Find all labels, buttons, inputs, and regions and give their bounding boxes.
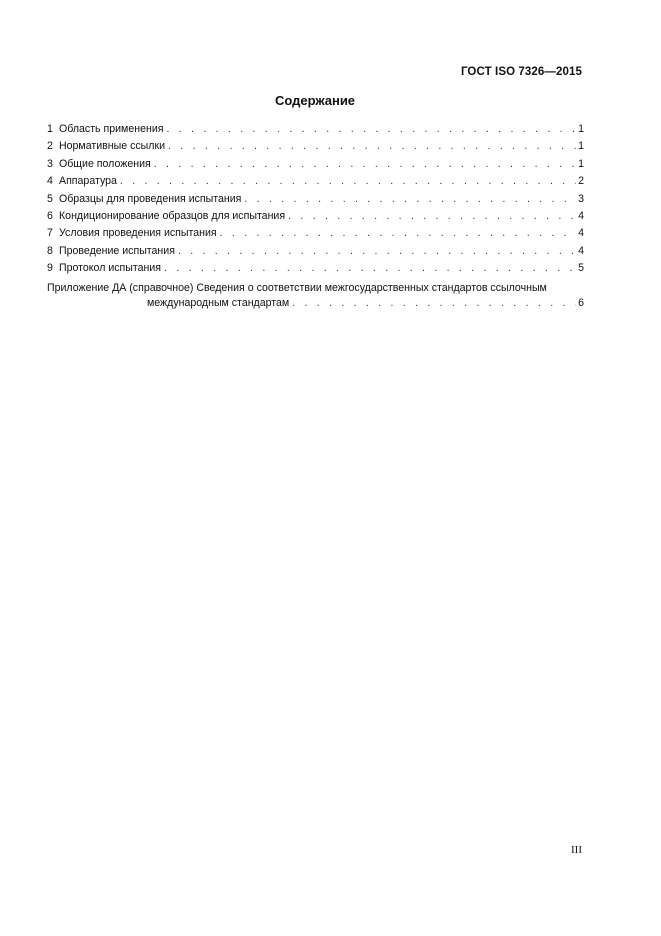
toc-entry-1[interactable]	[47, 123, 584, 140]
toc-entry-label: Образцы для проведения испытания	[59, 192, 242, 205]
toc-entry-8[interactable]	[47, 245, 584, 262]
toc-entry-6[interactable]	[47, 210, 584, 227]
toc-entry-number: 7	[47, 227, 53, 240]
toc-dot-leader	[168, 140, 576, 152]
toc-dot-leader	[166, 123, 576, 135]
toc-entry-page: 4	[578, 244, 584, 257]
toc-entry-label: Аппаратура	[59, 175, 117, 188]
toc-entry-9[interactable]	[47, 262, 584, 279]
toc-entry-label: Нормативные ссылки	[59, 140, 166, 153]
toc-entry-label: Кондиционирование образцов для испытания	[59, 209, 286, 222]
toc-entry-label: Проведение испытания	[59, 244, 175, 257]
toc-entry-2[interactable]	[47, 140, 584, 157]
toc-entry-page: 6	[578, 296, 584, 309]
toc-entry-page: 4	[578, 227, 584, 240]
toc-entry-label: Условия проведения испытания	[59, 227, 217, 240]
toc-entry-page: 1	[578, 140, 584, 153]
annex-title-line2: международным стандартам	[147, 296, 290, 309]
toc-entry-label: Протокол испытания	[59, 262, 162, 275]
document-code: ГОСТ ISO 7326—2015	[460, 66, 582, 78]
toc-entry-3[interactable]	[47, 158, 584, 175]
toc-entry-number: 5	[47, 192, 53, 205]
toc-entry-number: 3	[47, 157, 53, 170]
toc-dot-leader	[244, 193, 576, 205]
toc-entry-4[interactable]	[47, 175, 584, 192]
toc-entry-page: 4	[578, 209, 584, 222]
toc-entry-number: 1	[47, 123, 53, 135]
toc-entry-page: 5	[578, 262, 584, 275]
toc-entry-5[interactable]	[47, 193, 584, 210]
toc-dot-leader	[164, 262, 576, 274]
toc-entry-7[interactable]	[47, 227, 584, 244]
toc-entry-page: 3	[578, 192, 584, 205]
toc-title: Содержание	[274, 93, 356, 108]
table-of-contents	[47, 123, 584, 312]
toc-entry-number: 4	[47, 175, 53, 188]
toc-entry-page: 2	[578, 175, 584, 188]
toc-entry-label: Область применения	[59, 123, 164, 135]
toc-entry-page: 1	[578, 123, 584, 135]
toc-dot-leader	[120, 175, 576, 187]
toc-dot-leader	[154, 158, 576, 170]
toc-entry-number: 6	[47, 209, 53, 222]
toc-entry-label: Общие положения	[59, 157, 151, 170]
toc-entry-number: 2	[47, 140, 53, 153]
toc-entry-page: 1	[578, 157, 584, 170]
toc-entry-number: 8	[47, 244, 53, 257]
toc-dot-leader	[292, 297, 576, 309]
toc-dot-leader	[178, 245, 576, 257]
toc-dot-leader	[288, 210, 576, 222]
toc-entry-annex[interactable]	[47, 280, 584, 312]
annex-title-line1: Приложение ДА (справочное) Сведения о соответствии межгосударственных стандартов ссылочным	[47, 281, 547, 294]
page-number: III	[571, 844, 582, 856]
toc-dot-leader	[220, 227, 576, 239]
toc-entry-number: 9	[47, 262, 53, 275]
